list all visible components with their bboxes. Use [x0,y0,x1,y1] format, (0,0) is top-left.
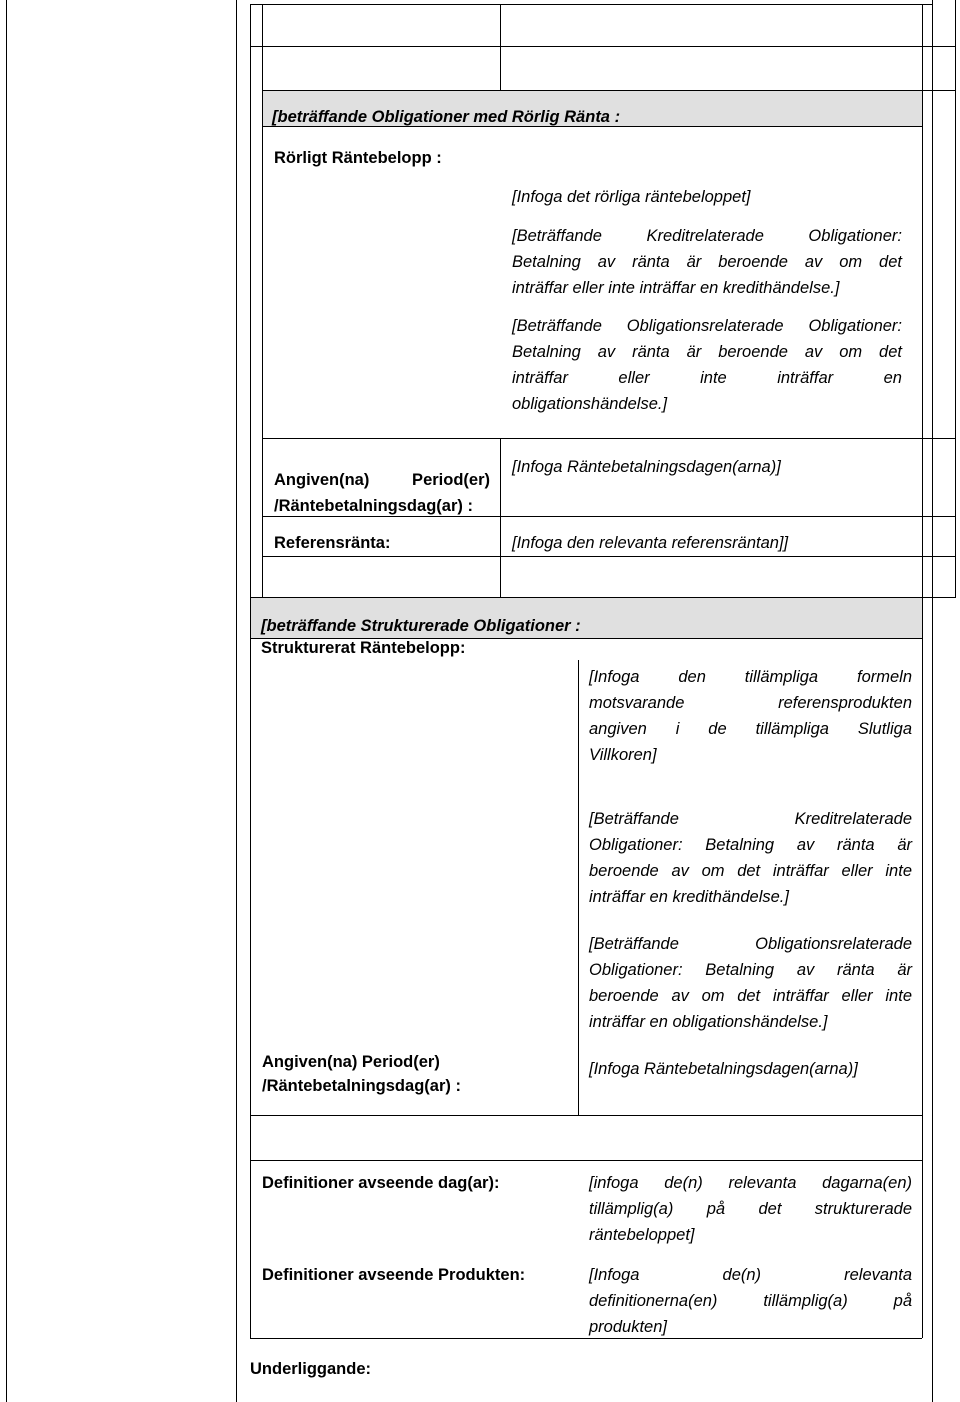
kredit-note-line: Betalning av ränta är beroende av om det [512,253,902,271]
kredit-note [512,223,902,301]
strukt-kredit-note-line: Obligationer: Betalning av ränta är [589,836,912,854]
strukt-period-label-line: /Räntebetalningsdag(ar) : [262,1077,461,1095]
strukt-value-line: [Infoga den tillämpliga formeln [589,668,912,686]
obligation-note-line: obligationshändelse.] [512,395,668,413]
strukt-period-label [262,1050,461,1098]
referensranta-value: [Infoga den relevanta referensräntan]] [512,534,789,552]
obligation-note-line: [Beträffande Obligationsrelaterade Obligationer: [512,317,902,335]
def-dag-value-line: räntebeloppet] [589,1226,695,1244]
rorligt-rantebelopp-value: [Infoga det rörliga räntebeloppet] [512,188,751,206]
underliggande-label: Underliggande: [250,1360,372,1378]
obligation-note [512,313,902,417]
rorligt-rantebelopp-label: Rörligt Räntebelopp : [274,149,442,167]
def-produkt-value-line: produkten] [589,1318,667,1336]
section-heading-rorlig: [beträffande Obligationer med Rörlig Ränta : [272,108,621,126]
period-value: [Infoga Räntebetalningsdagen(arna)] [512,458,781,476]
strukt-kredit-note-line: inträffar en kredithändelse.] [589,888,789,906]
kredit-note-line: [Beträffande Kreditrelaterade Obligationer: [512,227,902,245]
strukt-obligation-note [589,931,912,1035]
strukt-period-value: [Infoga Räntebetalningsdagen(arna)] [589,1060,858,1078]
strukt-value-line: motsvarande referensprodukten [589,694,912,712]
strukt-kredit-note-line: [Beträffande Kreditrelaterade [589,810,912,828]
period-label [274,467,490,519]
kredit-note-line: inträffar eller inte inträffar en kredithändelse.] [512,279,840,297]
period-label-line: /Räntebetalningsdag(ar) : [274,497,473,515]
def-dag-label: Definitioner avseende dag(ar): [262,1174,500,1192]
obligation-note-line: inträffar eller inte inträffar en [512,369,902,387]
period-label-line: Angiven(na) Period(er) [274,471,490,489]
def-dag-value-line: [infoga de(n) relevanta dagarna(en) [589,1174,912,1192]
def-dag-value [589,1170,912,1248]
strukt-obligation-note-line: Obligationer: Betalning av ränta är [589,961,912,979]
strukt-kredit-note [589,806,912,910]
def-produkt-value-line: definitionerna(en) tillämplig(a) på [589,1292,912,1310]
strukt-kredit-note-line: beroende av om det inträffar eller inte [589,862,912,880]
def-produkt-value-line: [Infoga de(n) relevanta [589,1266,912,1284]
referensranta-label: Referensränta: [274,534,391,552]
def-produkt-label: Definitioner avseende Produkten: [262,1266,526,1284]
section-heading-strukturerade: [beträffande Strukturerade Obligationer : [261,617,581,635]
obligation-note-line: Betalning av ränta är beroende av om det [512,343,902,361]
strukt-obligation-note-line: beroende av om det inträffar eller inte [589,987,912,1005]
strukt-obligation-note-line: inträffar en obligationshändelse.] [589,1013,828,1031]
strukt-value-line: Villkoren] [589,746,657,764]
strukt-obligation-note-line: [Beträffande Obligationsrelaterade [589,935,912,953]
def-produkt-value [589,1262,912,1340]
def-dag-value-line: tillämplig(a) på det strukturerade [589,1200,912,1218]
strukt-period-label-line: Angiven(na) Period(er) [262,1053,440,1071]
strukt-value-line: angiven i de tillämpliga Slutliga [589,720,912,738]
strukturerat-rantebelopp-value [589,664,912,768]
strukturerat-rantebelopp-label: Strukturerat Räntebelopp: [261,639,466,657]
